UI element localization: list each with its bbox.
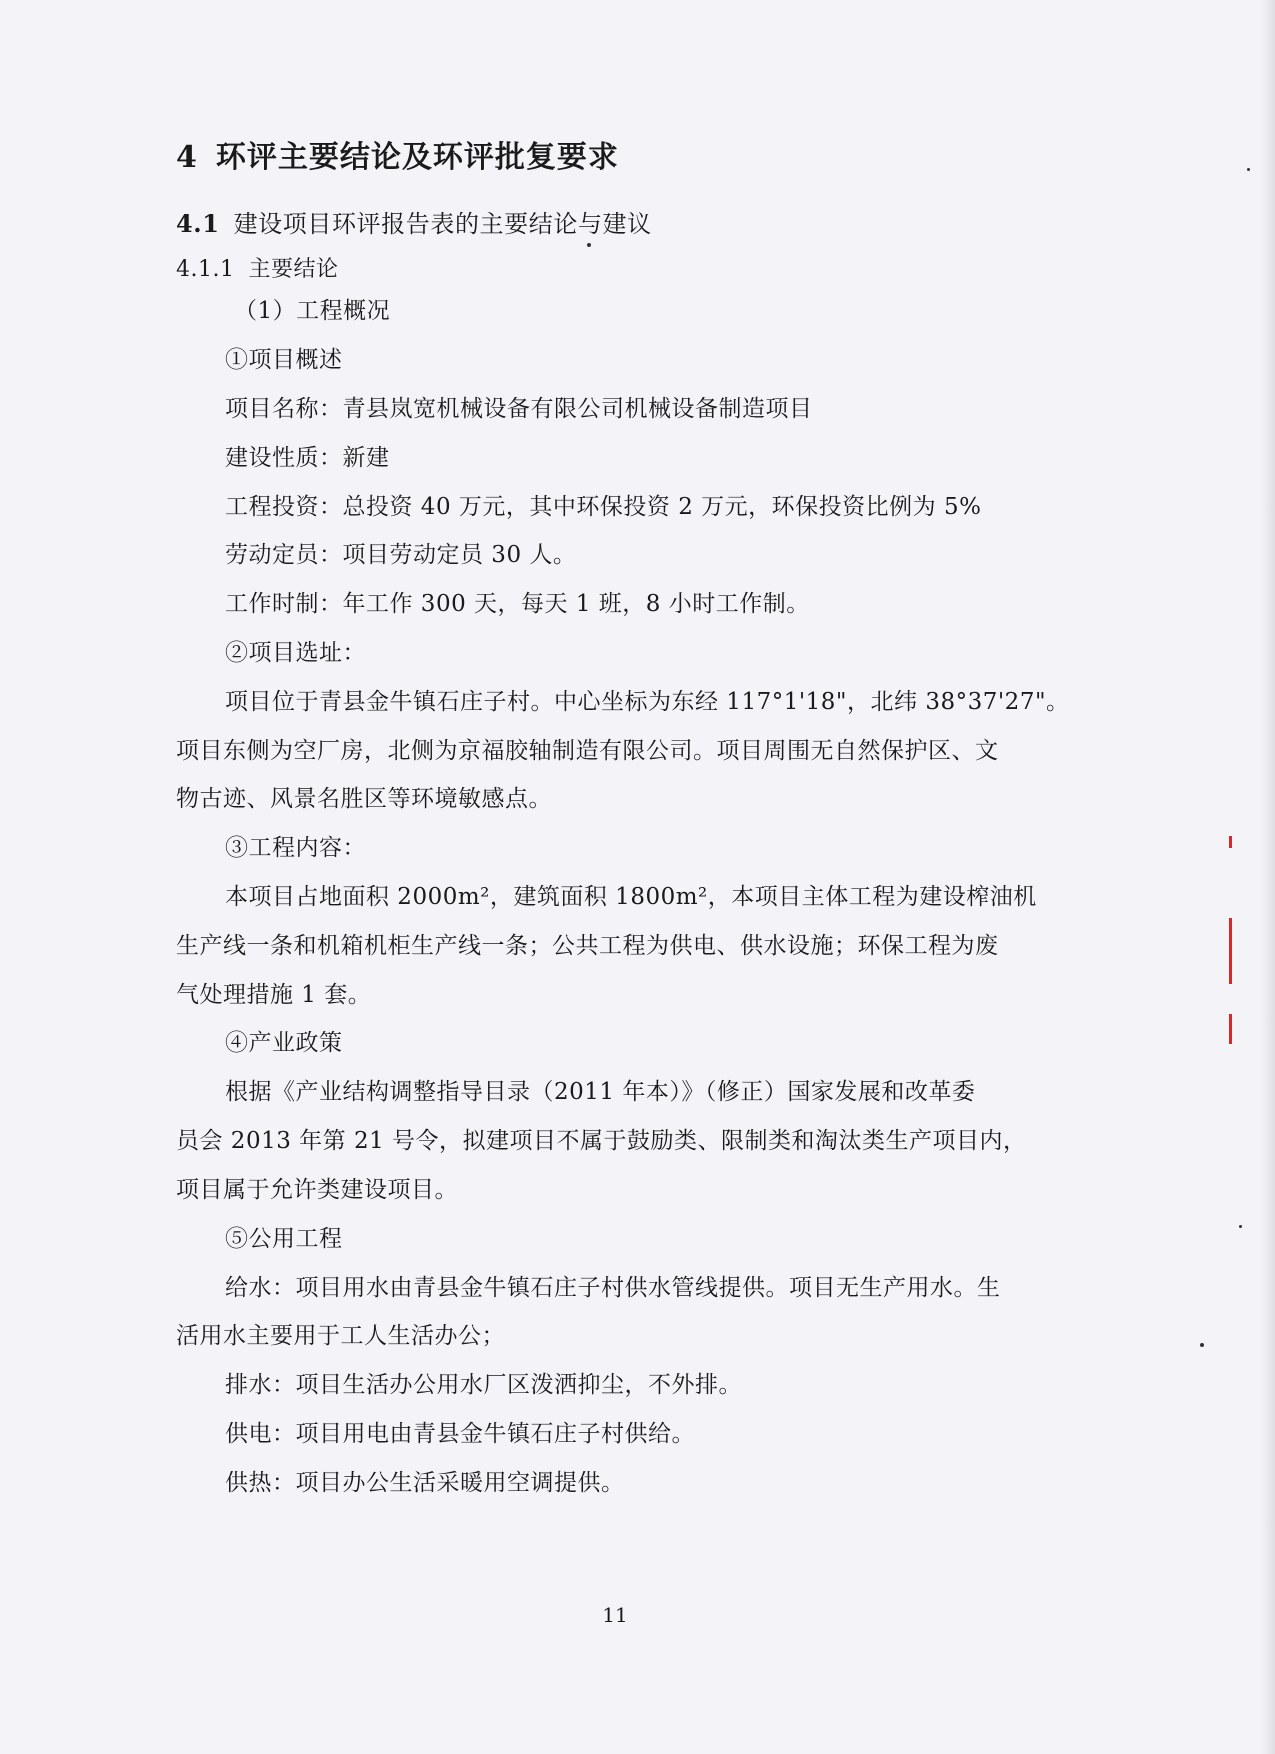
field-water-supply: 给水：项目用水由青县金牛镇石庄子村供水管线提供。项目无生产用水。生 (225, 1275, 1001, 1301)
paragraph-content-line: 气处理措施 1 套。 (176, 982, 372, 1008)
scan-edge-shadow (1261, 0, 1275, 1754)
field-project-name: 项目名称：青县岚宽机械设备有限公司机械设备制造项目 (225, 396, 813, 422)
field-construction-type: 建设性质：新建 (225, 445, 390, 471)
paragraph-location-line: 项目东侧为空厂房，北侧为京福胶轴制造有限公司。项目周围无自然保护区、文 (176, 738, 999, 764)
paragraph-policy-line: 项目属于允许类建设项目。 (176, 1177, 458, 1203)
paragraph-location-line: 项目位于青县金牛镇石庄子村。中心坐标为东经 117°1'18"，北纬 38°37'27"。 (225, 689, 1070, 715)
field-investment: 工程投资：总投资 40 万元，其中环保投资 2 万元，环保投资比例为 5% (225, 494, 982, 520)
paragraph-content-line: 生产线一条和机箱机柜生产线一条；公共工程为供电、供水设施；环保工程为废 (176, 933, 999, 959)
item-project-overview: ①项目概述 (225, 347, 343, 373)
scan-red-mark (1229, 918, 1232, 984)
scan-speck (587, 243, 591, 247)
section-heading-4: 4 环评主要结论及环评批复要求 (176, 140, 619, 175)
section-heading-4-1: 4.1 建设项目环评报告表的主要结论与建议 (176, 209, 652, 238)
item-project-location: ②项目选址： (225, 640, 366, 666)
section-heading-4-1-1: 4.1.1 主要结论 (176, 257, 339, 282)
field-heating: 供热：项目办公生活采暖用空调提供。 (225, 1470, 625, 1496)
scan-red-mark (1229, 836, 1232, 848)
scan-speck (1239, 1225, 1242, 1228)
paragraph-content-line: 本项目占地面积 2000m²，建筑面积 1800m²，本项目主体工程为建设榨油机 (225, 884, 1037, 910)
field-work-schedule: 工作时制：年工作 300 天，每天 1 班，8 小时工作制。 (225, 591, 810, 617)
paragraph-policy-line: 根据《产业结构调整指导目录（2011 年本）》（修正）国家发展和改革委 (225, 1079, 976, 1105)
field-water-supply-cont: 活用水主要用于工人生活办公； (176, 1323, 505, 1349)
subsection-engineering-overview: （1）工程概况 (234, 298, 391, 324)
scan-speck (1247, 168, 1250, 171)
field-power-supply: 供电：项目用电由青县金牛镇石庄子村供给。 (225, 1421, 695, 1447)
item-public-works: ⑤公用工程 (225, 1226, 343, 1252)
scan-red-mark (1229, 1014, 1232, 1044)
paragraph-location-line: 物古迹、风景名胜区等环境敏感点。 (176, 786, 552, 812)
field-staffing: 劳动定员：项目劳动定员 30 人。 (225, 542, 577, 568)
item-industrial-policy: ④产业政策 (225, 1030, 343, 1056)
field-drainage: 排水：项目生活办公用水厂区泼洒抑尘，不外排。 (225, 1372, 742, 1398)
paragraph-policy-line: 员会 2013 年第 21 号令，拟建项目不属于鼓励类、限制类和淘汰类生产项目内， (176, 1128, 1027, 1154)
page-number: 11 (602, 1603, 628, 1627)
scan-speck (1200, 1343, 1204, 1347)
item-engineering-content: ③工程内容： (225, 835, 366, 861)
